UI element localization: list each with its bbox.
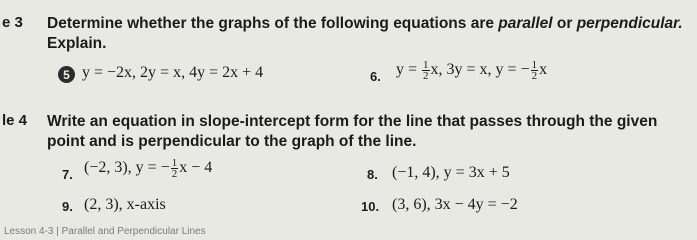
exercise-10-problem: (3, 6), 3x − 4y = −2 (392, 196, 518, 213)
exercise-number: 9. (62, 199, 73, 214)
exercise-number: 8. (367, 167, 378, 182)
section-label: le 4 (2, 112, 28, 129)
instruction-text: Determine whether the graphs of the following equations are (47, 15, 499, 32)
eq-text: y = (396, 61, 422, 79)
section-instruction: Write an equation in slope-intercept form for the line that passes through the given (47, 113, 658, 130)
fraction-numerator: 1 (171, 157, 178, 169)
fraction-denominator: 2 (423, 70, 429, 82)
instruction-parallel: parallel (498, 15, 553, 32)
eq-text: x, 3y = x, y = − (430, 61, 530, 79)
exercise-6-equations (396, 60, 547, 81)
fraction (171, 158, 179, 179)
instruction-or: or (552, 15, 577, 32)
fraction-denominator: 2 (171, 168, 178, 180)
fraction-denominator: 2 (531, 70, 538, 82)
section-instruction (47, 14, 683, 33)
fraction (422, 60, 430, 81)
fraction-numerator: 1 (423, 59, 429, 71)
exercise-9-problem: (2, 3), x-axis (84, 196, 166, 213)
exercise-5-equations: y = −2x, 2y = x, 4y = 2x + 4 (82, 64, 264, 81)
fraction-numerator: 1 (531, 59, 538, 71)
instruction-line2: Explain. (47, 35, 107, 52)
exercise-number: 7. (62, 167, 73, 182)
exercise-7-problem (84, 158, 212, 179)
section-label: e 3 (2, 14, 23, 31)
instruction-perpendicular: perpendicular. (576, 15, 683, 32)
eq-text: (−2, 3), y = − (84, 159, 170, 177)
eq-text: x − 4 (179, 159, 213, 177)
exercise-8-problem: (−1, 4), y = 3x + 5 (392, 164, 510, 181)
page-footer: Lesson 4-3 | Parallel and Perpendicular Lines (4, 226, 206, 237)
exercise-number-badge: 5 (58, 66, 75, 83)
eq-text: x (539, 61, 548, 79)
exercise-number: 6. (370, 69, 381, 84)
fraction (531, 60, 539, 81)
instruction-line2: point and is perpendicular to the graph of the line. (47, 133, 417, 150)
exercise-number: 10. (361, 199, 380, 214)
